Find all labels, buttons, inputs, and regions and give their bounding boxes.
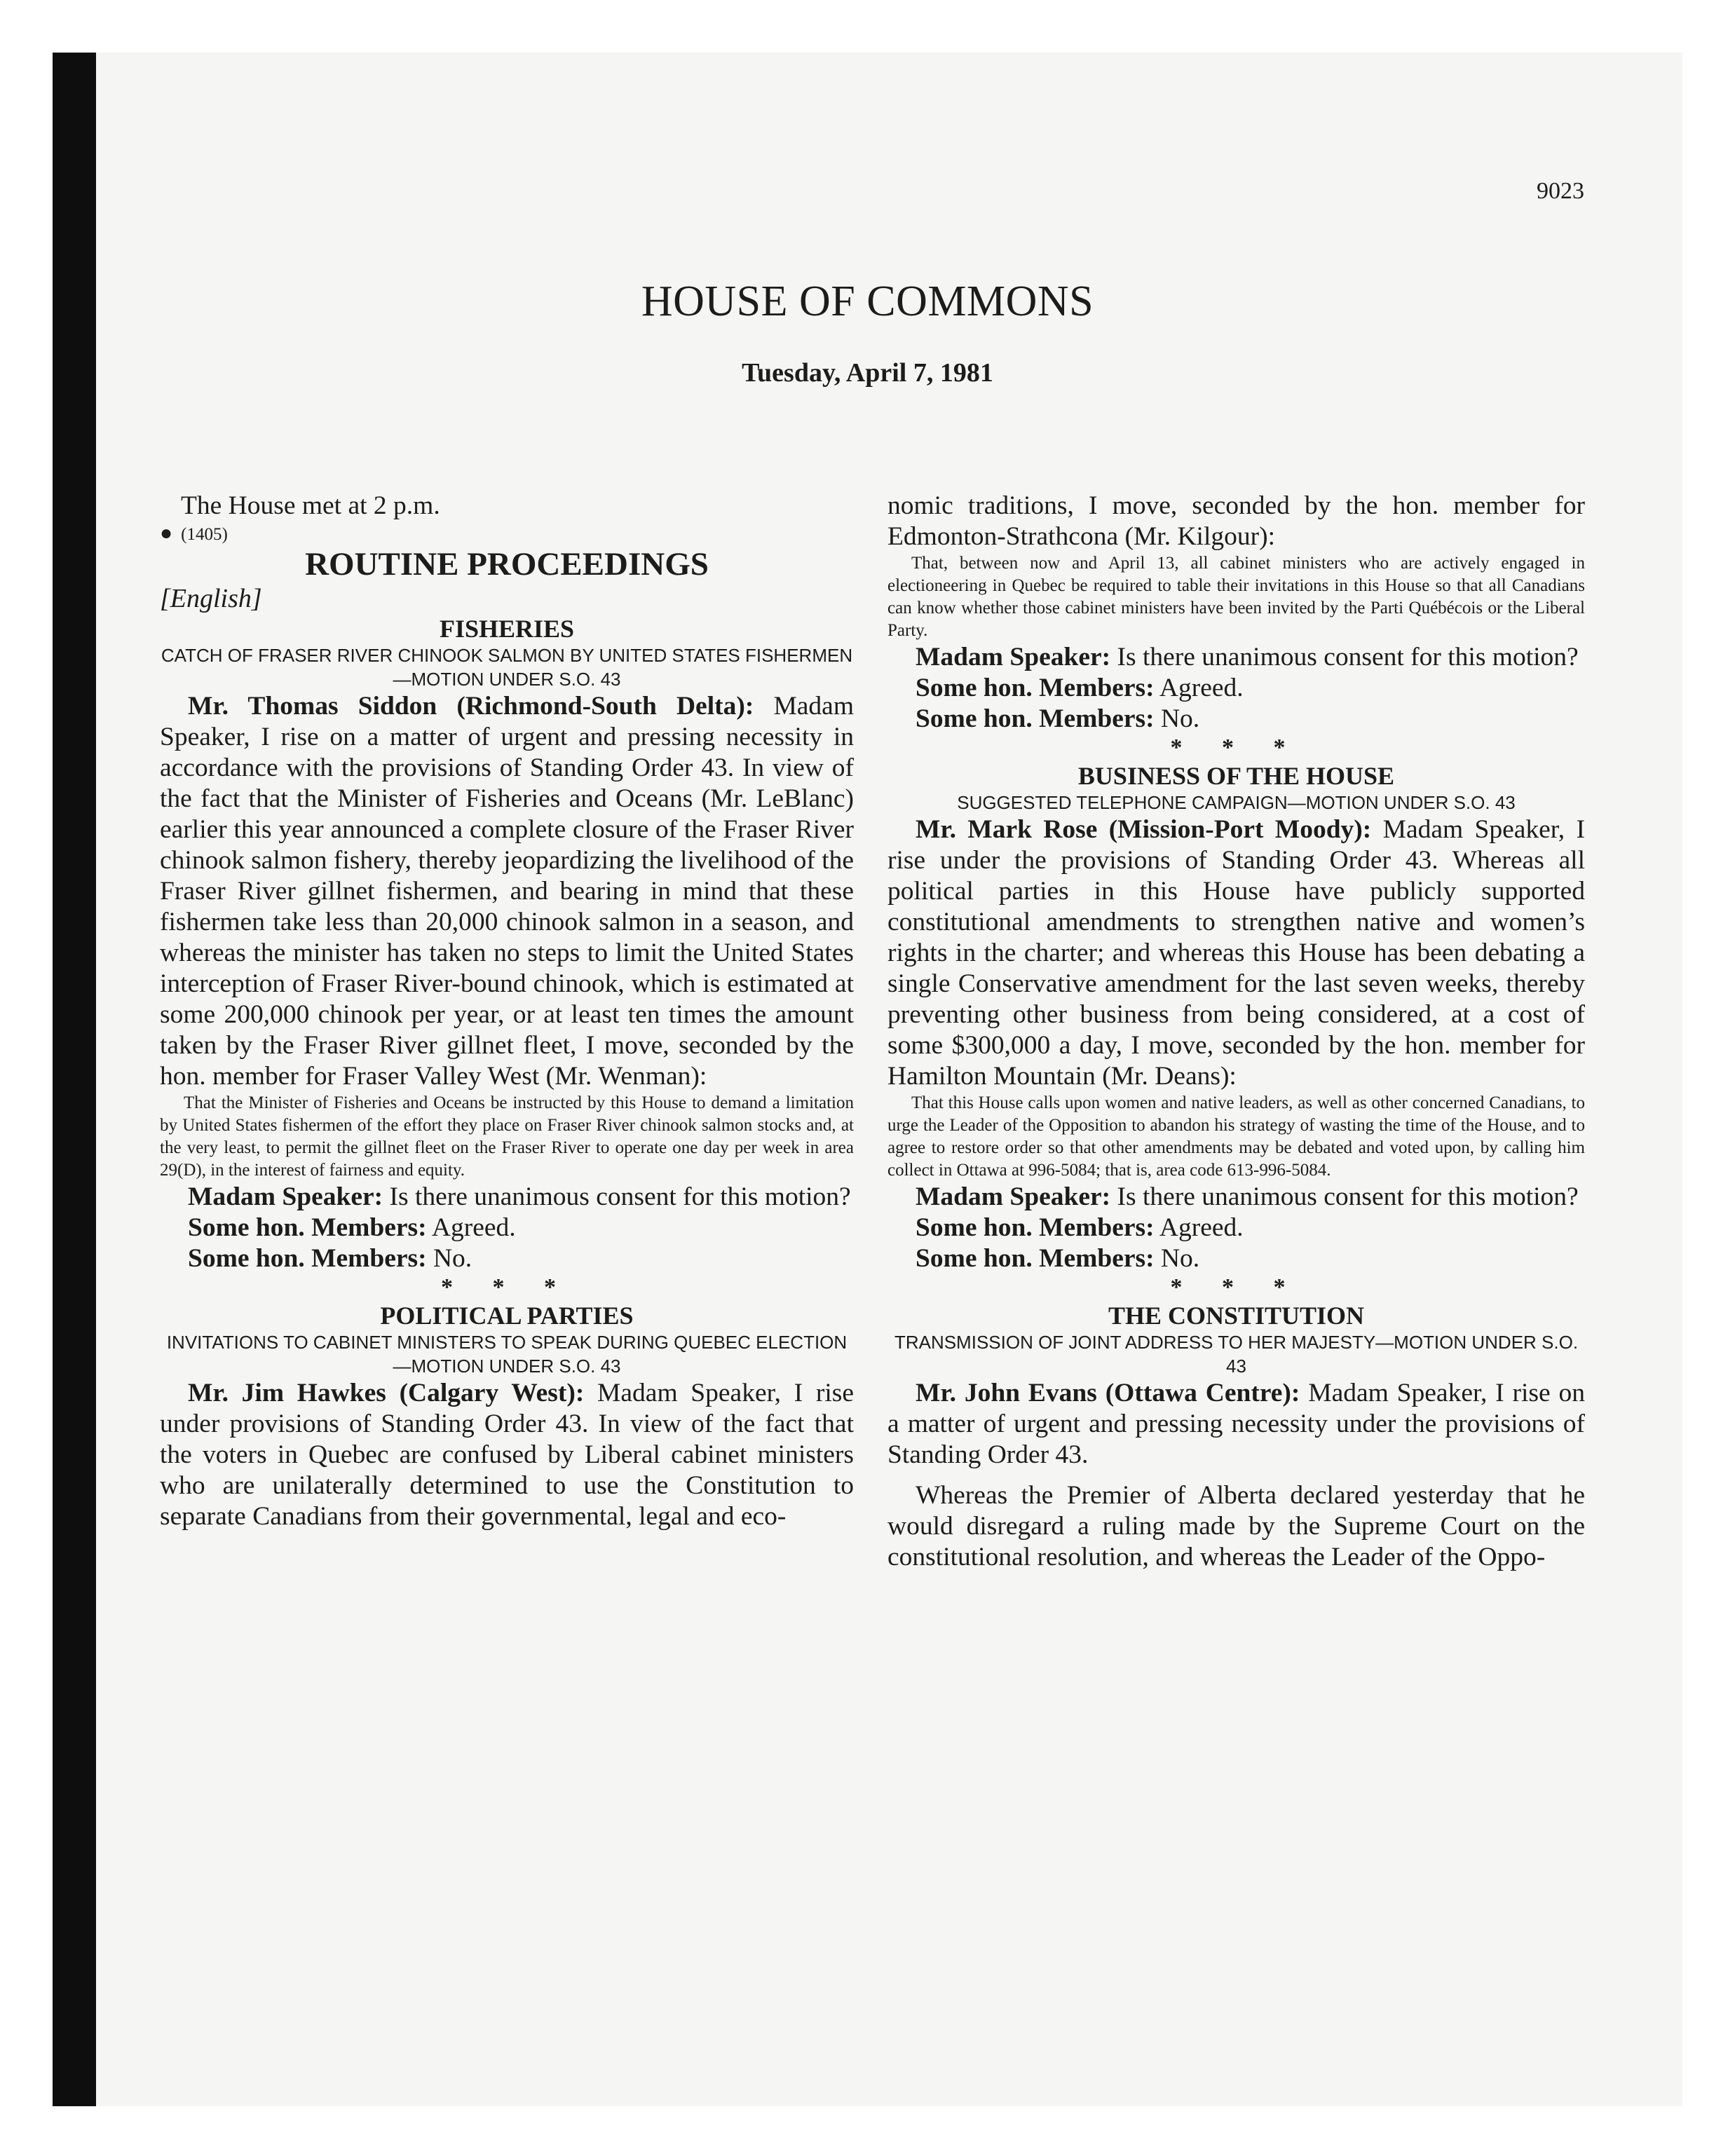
consent-question bbox=[887, 642, 1585, 673]
members-no bbox=[160, 1243, 854, 1274]
sitting-start: The House met at 2 p.m. bbox=[181, 491, 440, 520]
speaker-name: Mr. John Evans (Ottawa Centre): bbox=[916, 1379, 1300, 1407]
members-no bbox=[887, 1243, 1585, 1274]
evans-whereas: Whereas the Premier of Alberta declared yesterday that he would disregard a ruling made by the Supreme Court on the constitutional resolution, and whereas the Leader of the Oppo- bbox=[887, 1481, 1585, 1571]
bullet-icon: ● bbox=[160, 521, 173, 545]
speech-text: Agreed. bbox=[1154, 1213, 1244, 1242]
page-number: 9023 bbox=[1537, 178, 1584, 204]
consent-question bbox=[887, 1182, 1585, 1213]
political-parties-subheading: INVITATIONS TO CABINET MINISTERS TO SPEAK DURING QUEBEC ELECTION—MOTION UNDER S.O. 43 bbox=[166, 1332, 848, 1377]
speaker-name: Madam Speaker: bbox=[916, 643, 1111, 671]
speech-text: Madam Speaker, I rise under the provisions of Standing Order 43. Whereas all political parties in this House have publicly supported constitutional amendments to strengthen native and women’s rights in the charter; and whereas this House has been debating a single Conservative amendment for the last seven weeks, thereby preventing other business from being considered, at a cost of some $300,000 a day, I move, seconded by the hon. member for Hamilton Mountain (Mr. Deans): bbox=[887, 815, 1585, 1091]
speech-text: Is there unanimous consent for this motion? bbox=[383, 1182, 851, 1211]
members-agreed bbox=[887, 673, 1585, 704]
political-parties-heading: POLITICAL PARTIES bbox=[380, 1302, 634, 1330]
section-separator: * * * bbox=[441, 1274, 573, 1300]
language-marker: [English] bbox=[160, 584, 262, 613]
members-agreed bbox=[887, 1213, 1585, 1243]
page-title: HOUSE OF COMMONS bbox=[641, 278, 1094, 325]
speaker-name: Madam Speaker: bbox=[188, 1182, 383, 1211]
speaker-name: Mr. Mark Rose (Mission-Port Moody): bbox=[916, 815, 1372, 844]
business-subheading: SUGGESTED TELEPHONE CAMPAIGN—MOTION UNDER S.O. 43 bbox=[957, 792, 1516, 813]
hawkes-speech-continued: nomic traditions, I move, seconded by the hon. member for Edmonton-Strathcona (Mr. Kilgour): bbox=[887, 491, 1585, 551]
time-marker bbox=[160, 521, 854, 545]
hawkes-motion: That, between now and April 13, all cabinet ministers who are actively engaged in electioneering in Quebec be required to table their invitations in this House so that all Canadians can know whether those cabinet ministers have been invited by the Parti Québécois or the Liberal Party. bbox=[887, 554, 1585, 640]
speech-text: Is there unanimous consent for this motion? bbox=[1110, 643, 1579, 671]
speech-text: No. bbox=[1154, 704, 1200, 733]
speaker-name: Some hon. Members: bbox=[916, 704, 1155, 733]
speaker-name: Some hon. Members: bbox=[188, 1244, 427, 1273]
speaker-name: Madam Speaker: bbox=[916, 1182, 1111, 1211]
fisheries-subheading: CATCH OF FRASER RIVER CHINOOK SALMON BY UNITED STATES FISHERMEN—MOTION UNDER S.O. 43 bbox=[161, 645, 853, 690]
business-motion: That this House calls upon women and native leaders, as well as other concerned Canadians, to urge the Leader of the Opposition to abandon his strategy of wasting the time of the House, and to agree to restore order so that other amendments may be debated and voted upon, by calling him collect in Ottawa at 996-5084; that is, area code 613-996-5084. bbox=[887, 1093, 1585, 1180]
speaker-name: Some hon. Members: bbox=[916, 674, 1155, 702]
speaker-name: Some hon. Members: bbox=[188, 1213, 427, 1242]
speech-text: Madam Speaker, I rise under provisions of Standing Order 43. In view of the fact that the voters in Quebec are confused by Liberal cabinet ministers who are unilaterally determined to use the Constitution to separate Canadians from their governmental, legal and eco- bbox=[160, 1379, 854, 1531]
speaker-name: Some hon. Members: bbox=[916, 1244, 1155, 1273]
speech-text: Agreed. bbox=[1154, 674, 1244, 702]
section-separator: * * * bbox=[1170, 1274, 1302, 1300]
section-separator: * * * bbox=[1170, 735, 1302, 760]
hawkes-speech bbox=[160, 1378, 854, 1532]
members-no bbox=[887, 704, 1585, 735]
business-heading: BUSINESS OF THE HOUSE bbox=[1077, 762, 1395, 790]
speech-text: Madam Speaker, I rise on a matter of urgent and pressing necessity in accordance with the provisions of Standing Order 43. In view of the fact that the Minister of Fisheries and Oceans (Mr. LeBlanc) earlier this year announced a complete closure of the Fraser River chinook salmon fishery, thereby jeopardizing the livelihood of the Fraser River gillnet fishermen, and bearing in mind that these fishermen take less than 20,000 chinook salmon in a season, and whereas the minister has taken no steps to limit the United States interception of Fraser River-bound chinook, which is estimated at some 200,000 chinook per year, or at least ten times the amount taken by the Fraser River gillnet fleet, I move, seconded by the hon. member for Fraser Valley West (Mr. Wenman): bbox=[160, 692, 855, 1091]
evans-speech bbox=[887, 1378, 1585, 1471]
members-agreed bbox=[160, 1213, 854, 1243]
speech-text: Madam Speaker, I rise on a matter of urgent and pressing necessity under the provisions of Standing Order 43. bbox=[887, 1379, 1585, 1469]
siddon-speech bbox=[160, 691, 854, 1092]
fisheries-heading: FISHERIES bbox=[439, 615, 575, 643]
speaker-name: Mr. Jim Hawkes (Calgary West): bbox=[188, 1379, 585, 1407]
sitting-date: Tuesday, April 7, 1981 bbox=[742, 358, 993, 388]
speech-text: No. bbox=[426, 1244, 472, 1273]
constitution-heading: THE CONSTITUTION bbox=[1108, 1302, 1365, 1330]
constitution-subheading: TRANSMISSION OF JOINT ADDRESS TO HER MAJESTY—MOTION UNDER S.O. 43 bbox=[894, 1332, 1579, 1377]
speech-text: Is there unanimous consent for this motion? bbox=[1110, 1182, 1579, 1211]
speech-text: No. bbox=[1154, 1244, 1200, 1273]
right-column bbox=[887, 491, 1585, 1573]
left-column bbox=[160, 491, 854, 1532]
rose-speech bbox=[887, 814, 1585, 1092]
speech-text: Agreed. bbox=[426, 1213, 516, 1242]
time-marker-text: (1405) bbox=[181, 525, 228, 544]
fisheries-motion: That the Minister of Fisheries and Oceans be instructed by this House to demand a limitation by United States fishermen of the effort they place on Fraser River chinook salmon stocks and, at the very least, to permit the gillnet fleet on the Fraser River to operate one day per week in area 29(D), in the interest of fairness and equity. bbox=[160, 1093, 854, 1180]
speaker-name: Some hon. Members: bbox=[916, 1213, 1155, 1242]
speaker-name: Mr. Thomas Siddon (Richmond-South Delta): bbox=[188, 692, 754, 721]
routine-proceedings-heading: ROUTINE PROCEEDINGS bbox=[305, 546, 709, 582]
consent-question bbox=[160, 1182, 854, 1213]
